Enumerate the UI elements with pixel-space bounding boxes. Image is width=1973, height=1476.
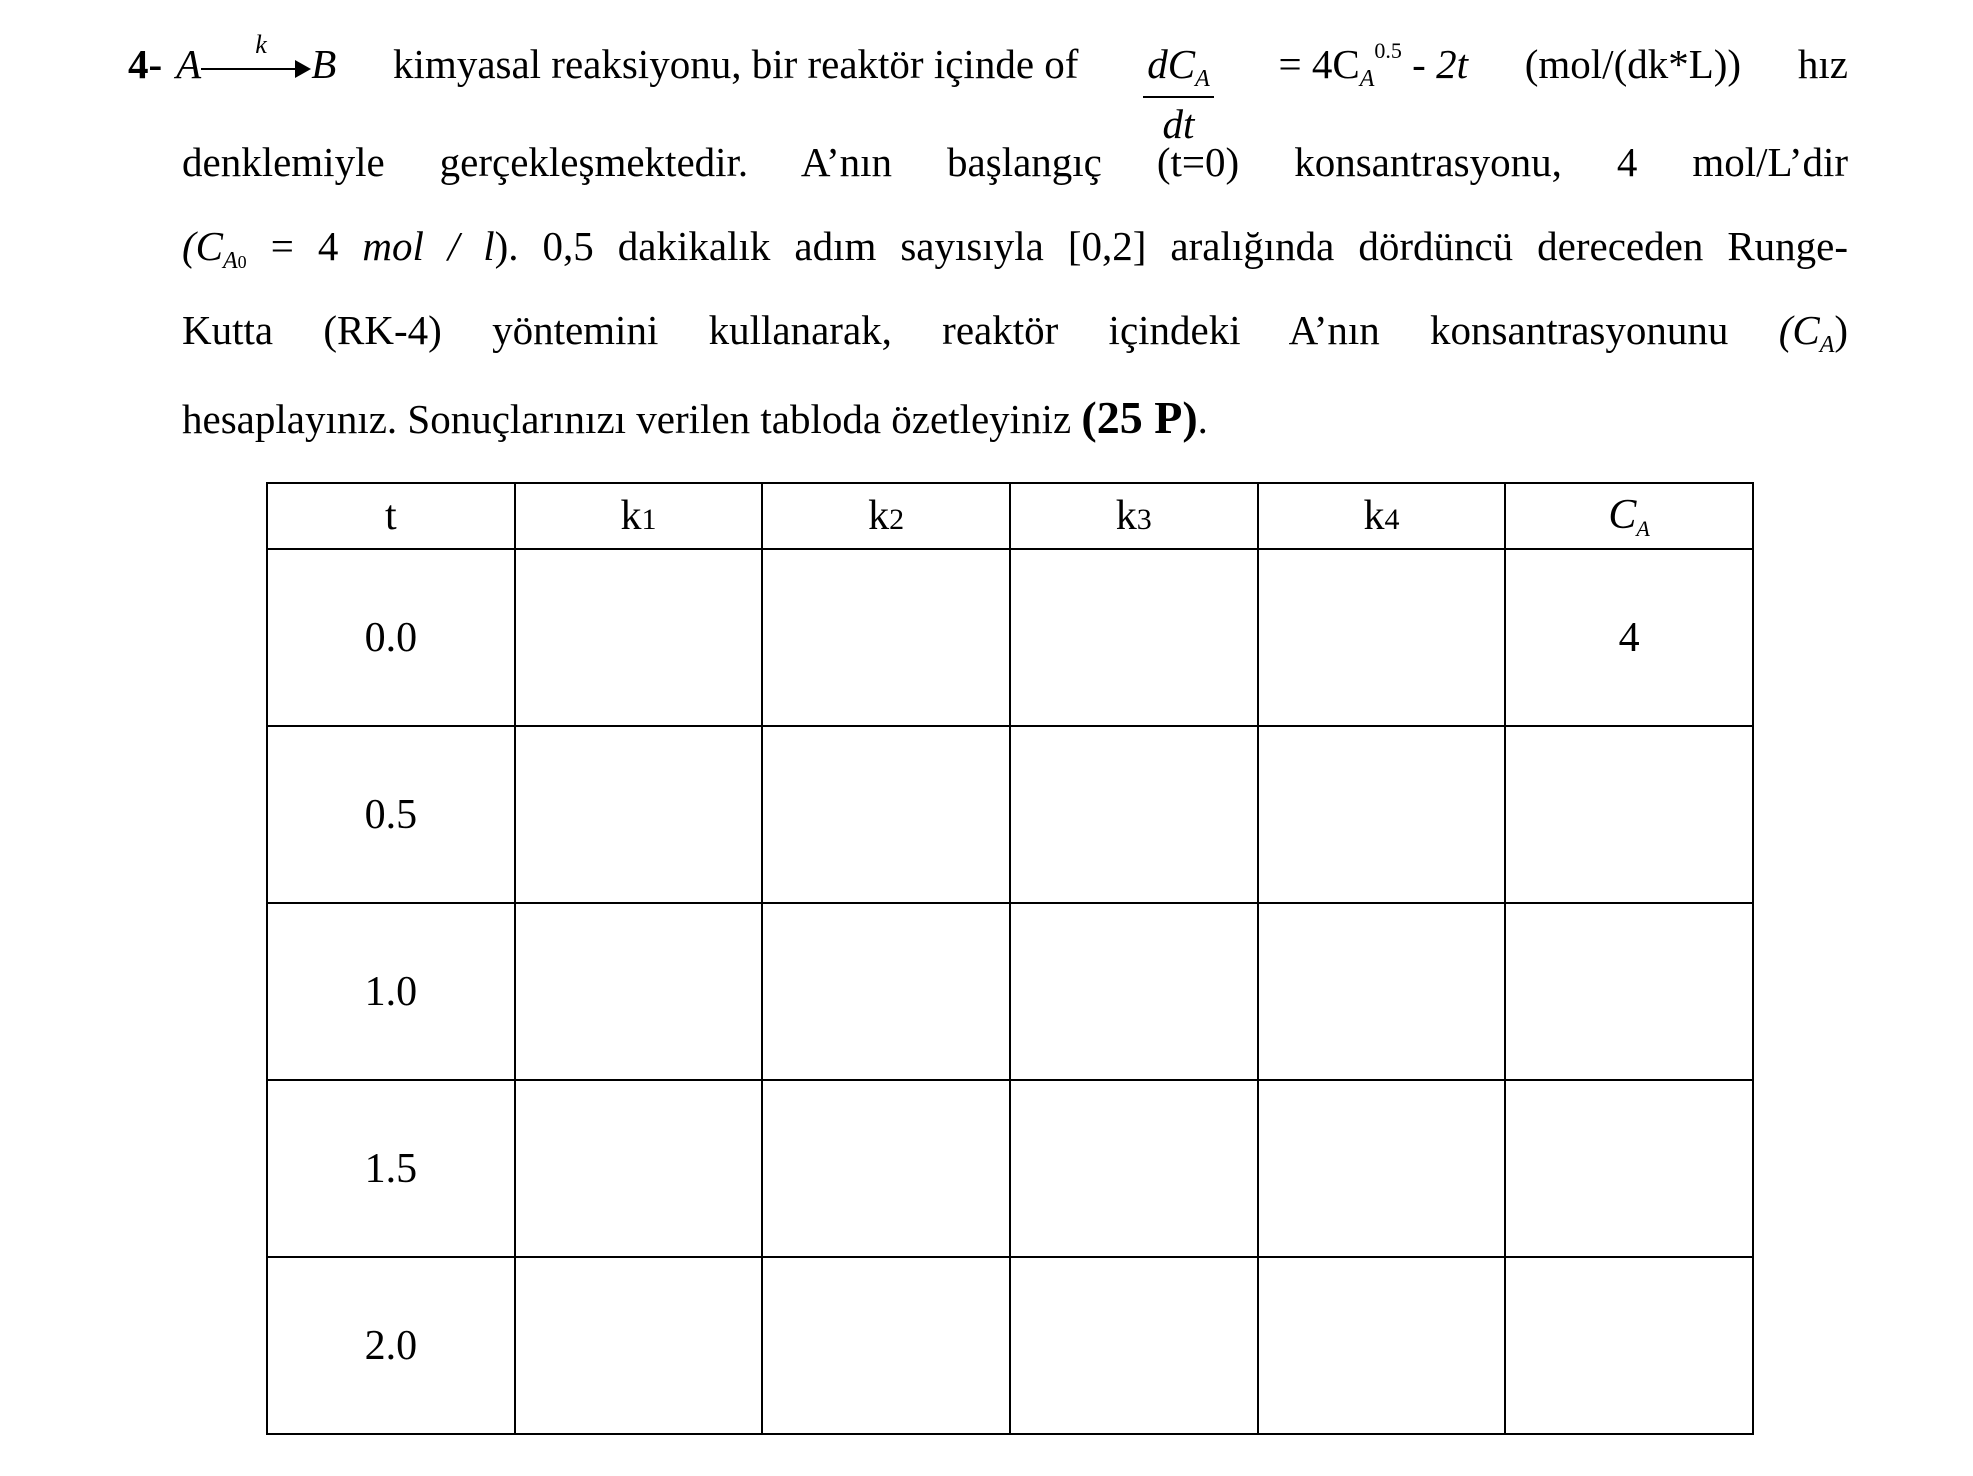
cell-t: 1.0 (267, 903, 515, 1080)
cell-t: 1.5 (267, 1080, 515, 1257)
cell-k3[interactable] (1010, 1080, 1258, 1257)
cell-ca[interactable] (1505, 903, 1753, 1080)
rate-equation-fraction (1143, 40, 1214, 149)
cell-k3[interactable] (1010, 1257, 1258, 1434)
concentration-symbol: ($C_A$ (1778, 307, 1835, 358)
table-row (267, 903, 1753, 1080)
eq-numerator: dC (1147, 41, 1196, 87)
cell-k1[interactable] (515, 903, 763, 1080)
eq-denominator: dt (1162, 100, 1195, 147)
cell-ca[interactable]: 4 (1505, 549, 1753, 726)
table-row (267, 1257, 1753, 1434)
reactant-symbol: A (176, 41, 202, 87)
cell-k4[interactable] (1258, 726, 1506, 903)
cell-k2[interactable] (762, 549, 1010, 726)
cell-k4[interactable] (1258, 1080, 1506, 1257)
problem-statement (128, 29, 1849, 474)
problem-line-1 (128, 29, 1848, 147)
cell-k1[interactable] (515, 1080, 763, 1257)
cell-k2[interactable] (762, 726, 1010, 903)
rk4-results-table (266, 482, 1754, 1435)
cell-t: 2.0 (267, 1257, 515, 1434)
cell-ca[interactable] (1505, 1257, 1753, 1434)
table-row (267, 726, 1753, 903)
problem-line-3: ($C_{A0} = 4$ mol / l). 0,5 dakikalık adım sayısıyla [0,2] aralığında dördüncü dereceden Runge- (182, 223, 1849, 274)
problem-line-2: denklemiyle gerçekleşmektedir. A’nın başlangıç (t=0) konsantrasyonu, 4 mol/L’dir (182, 139, 1848, 185)
cell-k4[interactable] (1258, 1257, 1506, 1434)
points-label: (25 P) (1081, 392, 1198, 443)
cell-k2[interactable] (762, 1080, 1010, 1257)
problem-line-5: hesaplayınız. Sonuçlarınızı verilen tabloda özetleyiniz (25 P). (182, 392, 1208, 443)
initial-conc-symbol: ($C_{A0}$ (182, 223, 247, 274)
cell-k3[interactable] (1010, 903, 1258, 1080)
cell-k1[interactable] (515, 726, 763, 903)
header-k1: k1 (515, 483, 763, 549)
cell-k1[interactable] (515, 1257, 763, 1434)
reaction-arrow-icon (201, 29, 311, 89)
cell-k2[interactable] (762, 1257, 1010, 1434)
product-symbol: B (311, 41, 337, 87)
cell-k2[interactable] (762, 903, 1010, 1080)
rate-constant-label: k (255, 29, 267, 59)
intro-text: kimyasal reaksiyonu, bir reaktör içinde of (393, 41, 1079, 87)
header-t: t (267, 483, 515, 549)
question-number: 4- (128, 41, 163, 87)
cell-t: 0.5 (267, 726, 515, 903)
table-row (267, 1080, 1753, 1257)
cell-k4[interactable] (1258, 903, 1506, 1080)
cell-ca[interactable] (1505, 726, 1753, 903)
header-k3: k3 (1010, 483, 1258, 549)
cell-k1[interactable] (515, 549, 763, 726)
table-row (267, 549, 1753, 726)
cell-k3[interactable] (1010, 549, 1258, 726)
header-k2: k2 (762, 483, 1010, 549)
header-k4: k4 (1258, 483, 1506, 549)
cell-k3[interactable] (1010, 726, 1258, 903)
rate-equation-rhs: = $4C_A^{0.5} - 2t$ (1278, 38, 1468, 92)
rate-unit: (mol/(dk*L)) (1524, 41, 1742, 87)
cell-t: 0.0 (267, 549, 515, 726)
eq-numerator-sub: A (1195, 66, 1210, 92)
header-ca: $C_A$ (1505, 483, 1753, 549)
table-header-row (267, 483, 1753, 549)
cell-ca[interactable] (1505, 1080, 1753, 1257)
line1-end: hız (1797, 41, 1848, 87)
problem-line-4: Kutta (RK-4) yöntemini kullanarak, reaktör içindeki A’nın konsantrasyonunu $(C_A)$ (182, 307, 1849, 358)
cell-k4[interactable] (1258, 549, 1506, 726)
